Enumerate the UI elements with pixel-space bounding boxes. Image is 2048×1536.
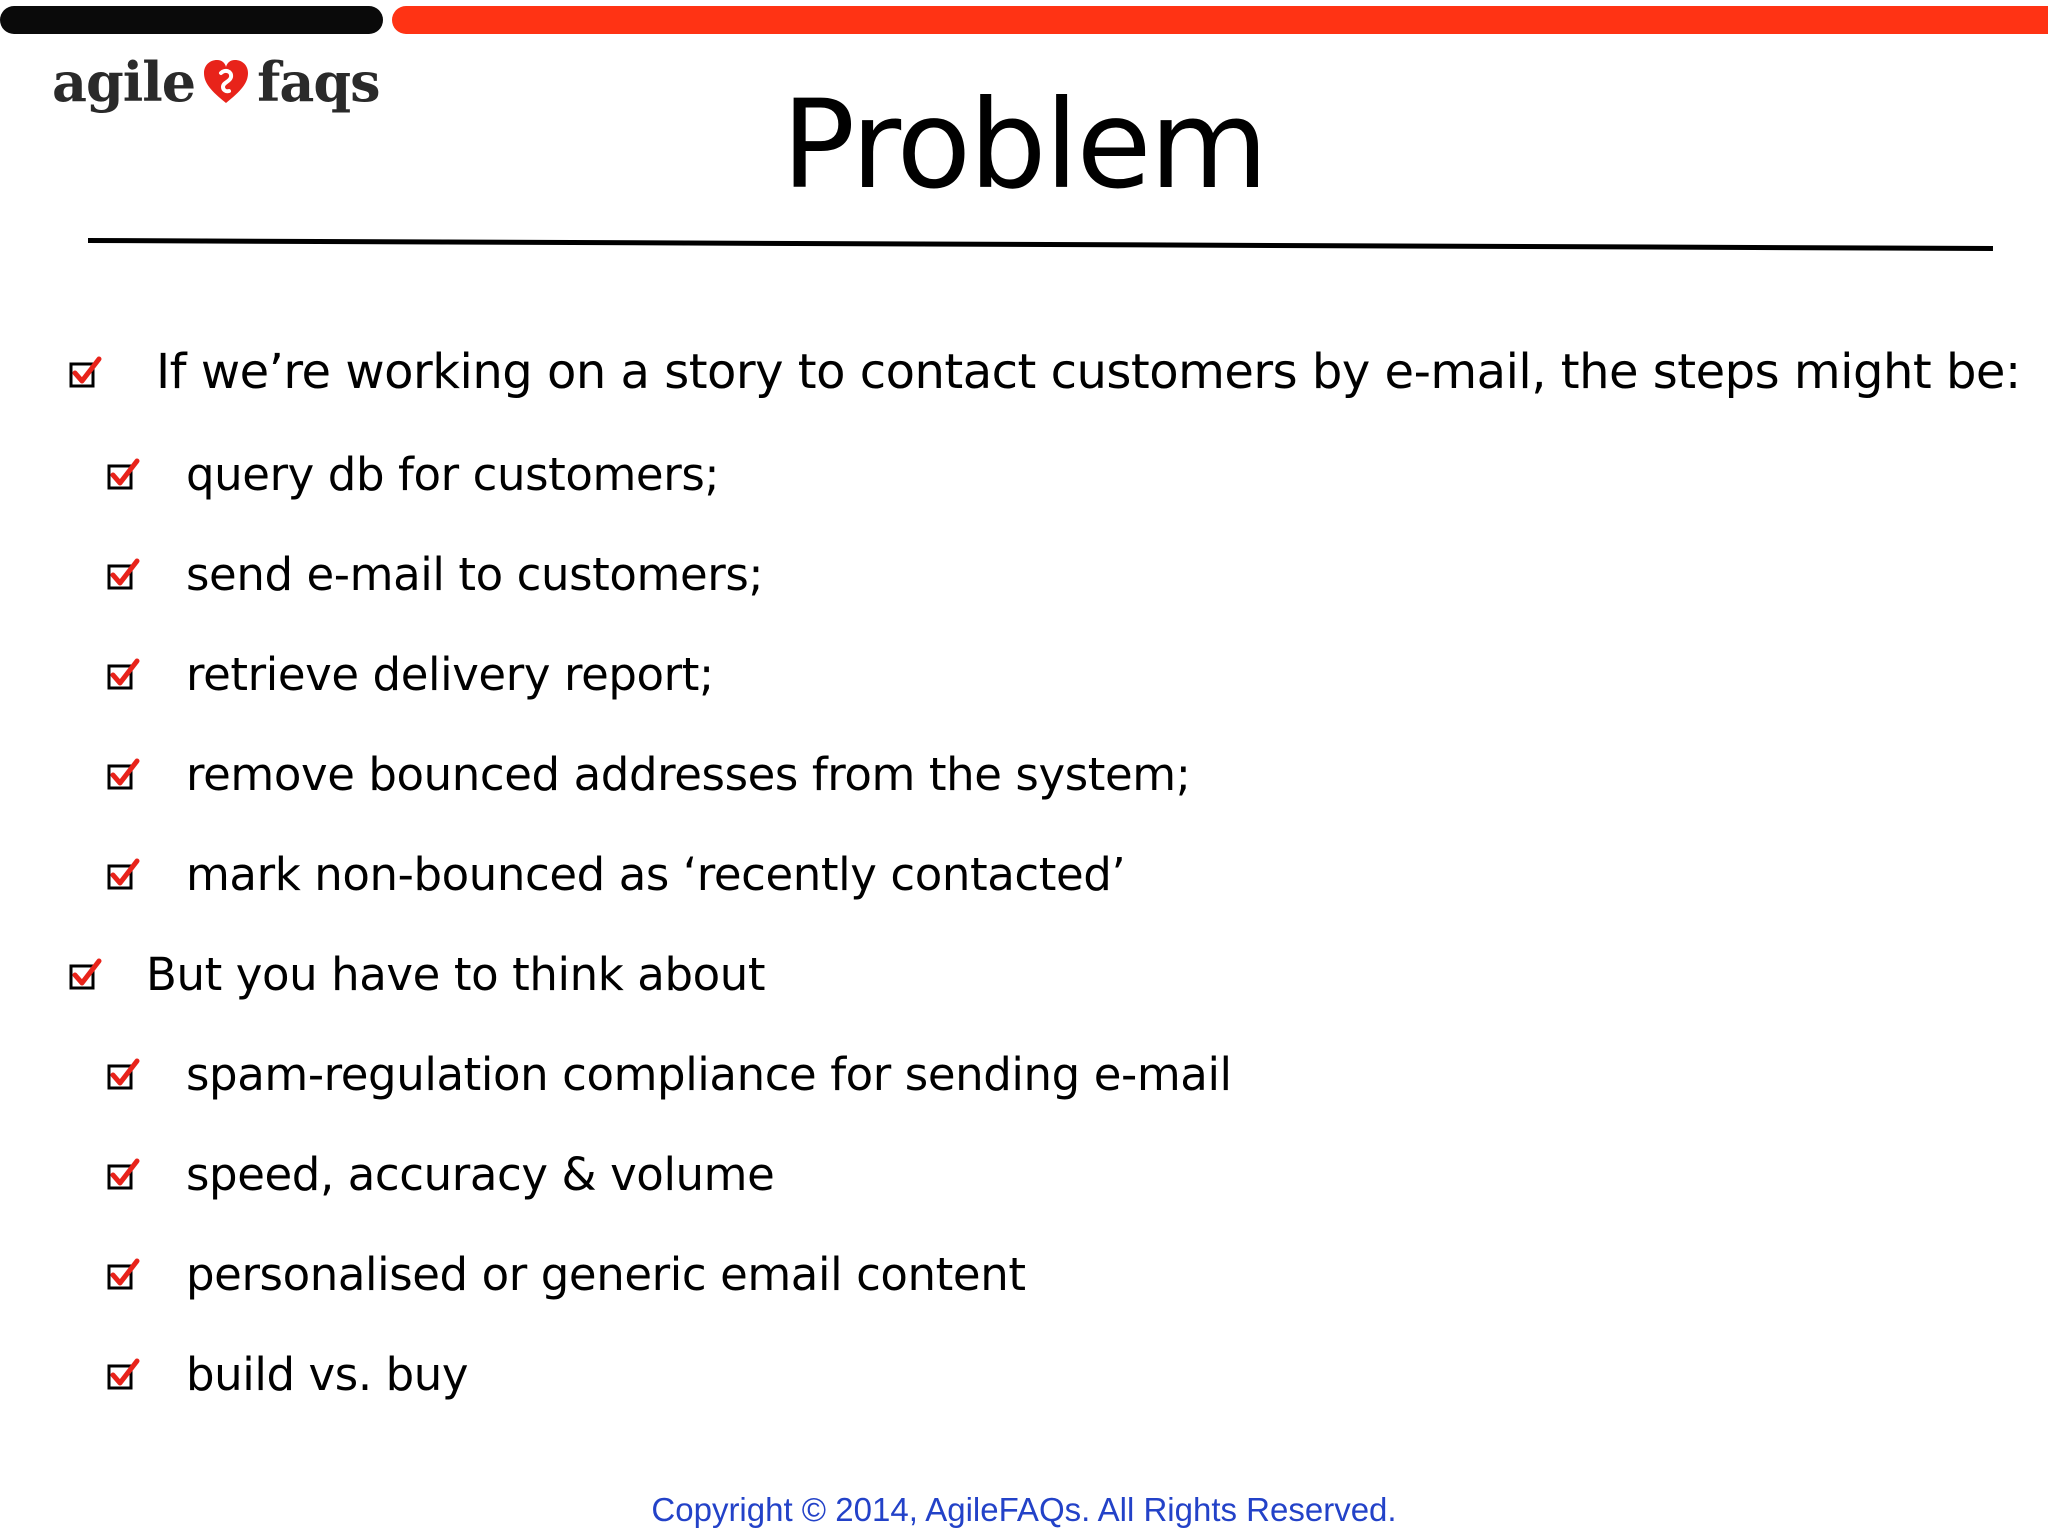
bullet-item bbox=[106, 639, 714, 709]
bullet-item bbox=[106, 1039, 1232, 1109]
checkbox-checked-icon bbox=[106, 757, 140, 791]
logo-text-faqs: faqs bbox=[257, 50, 380, 114]
bullet-text: mark non-bounced as ‘recently contacted’ bbox=[186, 847, 1126, 901]
slide-title: Problem bbox=[781, 74, 1267, 216]
checkbox-checked-icon bbox=[106, 457, 140, 491]
bullet-item bbox=[106, 1239, 1026, 1309]
copyright-footer: Copyright © 2014, AgileFAQs. All Rights Reserved. bbox=[651, 1491, 1397, 1528]
checkbox-checked-icon bbox=[68, 957, 102, 991]
checkbox-checked-icon bbox=[68, 355, 102, 389]
bullet-item bbox=[68, 939, 765, 1009]
checkbox-checked-icon bbox=[106, 1357, 140, 1391]
checkbox-checked-icon bbox=[106, 857, 140, 891]
bullet-text: But you have to think about bbox=[146, 947, 766, 1001]
logo-text-agile: agile bbox=[52, 50, 196, 114]
checkbox-checked-icon bbox=[106, 657, 140, 691]
bullet-text: retrieve delivery report; bbox=[186, 647, 714, 701]
bullet-item bbox=[106, 1139, 774, 1209]
bullet-text: spam-regulation compliance for sending e-mail bbox=[186, 1047, 1232, 1101]
checkbox-checked-icon bbox=[106, 1257, 140, 1291]
bullet-text: send e-mail to customers; bbox=[186, 547, 764, 601]
bullet-text: speed, accuracy & volume bbox=[186, 1147, 775, 1201]
bullet-text: If we’re working on a story to contact customers by e-mail, the steps might be: bbox=[156, 344, 2021, 400]
bullet-text: personalised or generic email content bbox=[186, 1247, 1026, 1301]
bullet-item bbox=[68, 337, 2021, 407]
bullet-text: build vs. buy bbox=[186, 1347, 469, 1401]
bullet-text: remove bounced addresses from the system; bbox=[186, 747, 1191, 801]
checkbox-checked-icon bbox=[106, 1057, 140, 1091]
bullet-item bbox=[106, 539, 763, 609]
bullet-item bbox=[106, 439, 719, 509]
bullet-item bbox=[106, 1339, 468, 1409]
bullet-item bbox=[106, 739, 1190, 809]
checkbox-checked-icon bbox=[106, 557, 140, 591]
bullet-item bbox=[106, 839, 1125, 909]
checkbox-checked-icon bbox=[106, 1157, 140, 1191]
bullet-text: query db for customers; bbox=[186, 447, 720, 501]
